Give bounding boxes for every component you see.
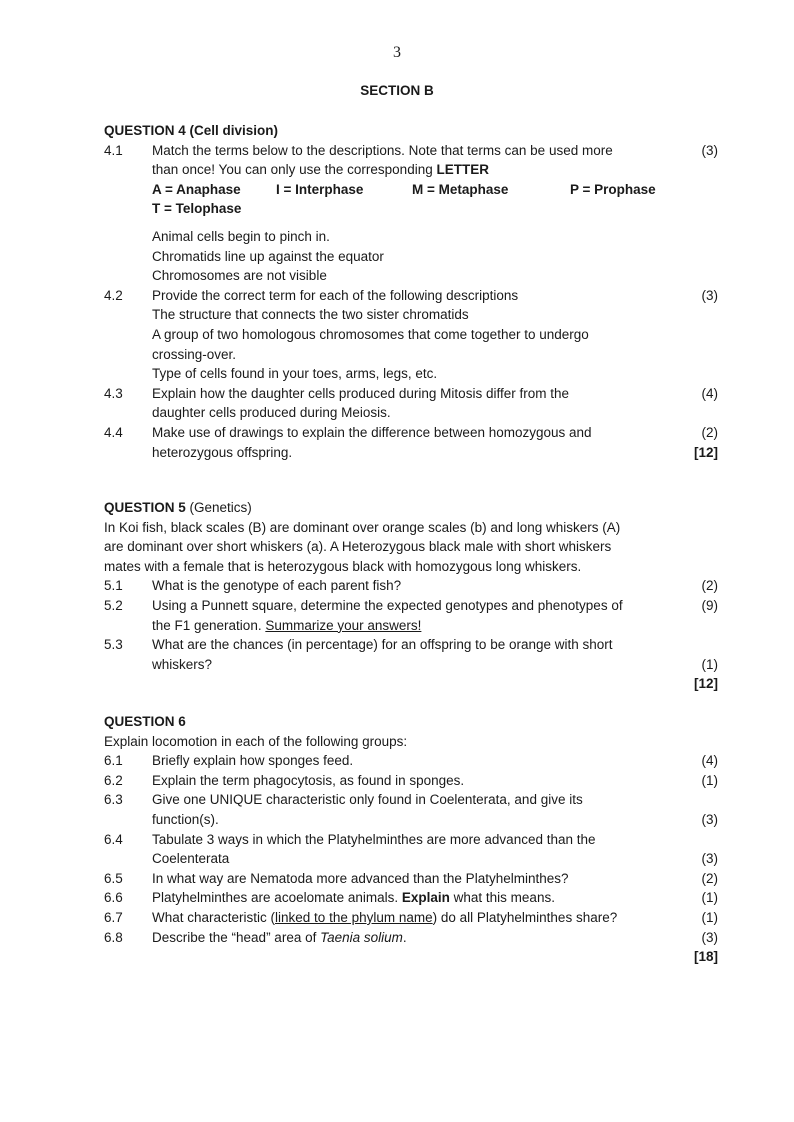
text-segment: Using a Punnett square, determine the expected genotypes and phenotypes of	[152, 597, 623, 613]
marks: (2)	[701, 578, 718, 594]
item-text	[152, 869, 660, 889]
term: I = Interphase	[276, 181, 364, 197]
item-text	[152, 849, 660, 869]
text-segment: Platyhelminthes are acoelomate animals.	[152, 890, 402, 906]
marks: (3)	[701, 811, 718, 827]
text-segment: what this means.	[449, 890, 555, 906]
marks: (3)	[701, 851, 718, 867]
page-number: 3	[393, 44, 401, 61]
question-4	[104, 121, 720, 462]
item-text	[152, 160, 660, 180]
item-number: 6.7	[104, 909, 123, 925]
text-segment: daughter cells produced during Meiosis.	[152, 405, 391, 421]
question-line	[104, 199, 720, 219]
question-item	[104, 576, 720, 596]
marks: (1)	[701, 772, 718, 788]
text-segment: QUESTION 4 (Cell division)	[104, 123, 279, 138]
text-segment: function(s).	[152, 811, 219, 827]
question-title	[104, 712, 720, 732]
item-text	[152, 227, 660, 247]
text-segment: Describe the “head” area of	[152, 929, 321, 945]
text-segment: .	[402, 929, 407, 945]
question-line	[104, 227, 720, 247]
text-segment: whiskers?	[152, 656, 213, 672]
marks: (3)	[701, 142, 718, 158]
marks: (1)	[701, 909, 718, 925]
marks: (2)	[701, 870, 718, 886]
item-text	[152, 247, 660, 267]
item-text	[152, 443, 660, 463]
text-segment: Explain	[401, 890, 450, 906]
text-segment: linked to the phylum name	[275, 909, 433, 925]
question-line	[104, 947, 720, 967]
question-line	[104, 616, 720, 636]
text-segment: A group of two homologous chromosomes that come together to undergo	[152, 326, 589, 342]
text-segment: LETTER	[436, 162, 489, 178]
text-segment: ) do all Platyhelminthes share?	[432, 909, 618, 925]
question-line	[104, 518, 720, 538]
text-segment: heterozygous offspring.	[152, 444, 293, 460]
item-text	[152, 810, 660, 830]
text-segment: Chromatids line up against the equator	[152, 248, 384, 264]
question-line	[104, 364, 720, 384]
question-item	[104, 888, 720, 908]
question-item	[104, 635, 720, 655]
text-segment: Animal cells begin to pinch in.	[152, 228, 330, 244]
question-line	[104, 849, 720, 869]
marks: (2)	[701, 424, 718, 440]
text-segment: Match the terms below to the descriptions. Note that terms can be used more	[152, 142, 613, 158]
text-segment: (Genetics)	[189, 500, 252, 515]
item-number: 6.8	[104, 929, 123, 945]
question-line	[104, 810, 720, 830]
item-text	[152, 199, 660, 219]
question-item	[104, 384, 720, 404]
text-segment: QUESTION 6	[104, 714, 186, 729]
text-segment: Provide the correct term for each of the following descriptions	[152, 287, 519, 303]
question-line	[104, 325, 720, 345]
text-segment: T = Telophase	[152, 201, 242, 217]
text-segment: Explain how the daughter cells produced during Mitosis differ from the	[152, 385, 569, 401]
question-line	[104, 732, 720, 752]
item-text	[152, 423, 660, 443]
item-text	[152, 616, 660, 636]
text-segment: What are the chances (in percentage) for an offspring to be orange with short	[152, 637, 613, 653]
text-segment: Summarize your answers!	[265, 617, 422, 633]
question-item	[104, 423, 720, 443]
question-line	[104, 247, 720, 267]
text-segment: are dominant over short whiskers (a). A Heterozygous black male with short whiskers	[104, 539, 612, 555]
item-number: 5.2	[104, 597, 123, 613]
question-line	[104, 266, 720, 286]
text-segment: Type of cells found in your toes, arms, legs, etc.	[152, 366, 438, 382]
question-line	[104, 674, 720, 694]
item-text	[152, 928, 660, 948]
question-line	[104, 305, 720, 325]
question-title	[104, 121, 720, 141]
item-text	[152, 908, 660, 928]
question-line	[104, 557, 720, 577]
item-number: 5.3	[104, 637, 123, 653]
item-number: 6.6	[104, 890, 123, 906]
question-item	[104, 596, 720, 616]
item-text	[152, 384, 660, 404]
item-text	[152, 325, 660, 345]
item-text	[152, 751, 660, 771]
marks: (4)	[701, 385, 718, 401]
question-line	[104, 443, 720, 463]
text-segment: QUESTION 5	[104, 500, 190, 515]
text-segment: than once! You can only use the corresponding	[152, 162, 437, 178]
item-text	[152, 655, 660, 675]
question-item	[104, 751, 720, 771]
question-line	[104, 403, 720, 423]
item-text	[152, 596, 660, 616]
item-text	[152, 286, 660, 306]
item-text	[152, 830, 660, 850]
question-line	[104, 180, 720, 200]
text-segment: Explain the term phagocytosis, as found in sponges.	[152, 772, 465, 788]
text-segment: crossing-over.	[152, 346, 237, 362]
item-text	[152, 266, 660, 286]
item-number: 4.2	[104, 287, 123, 303]
text-segment: The structure that connects the two sister chromatids	[152, 307, 469, 323]
item-number: 4.3	[104, 385, 123, 401]
marks: (1)	[701, 656, 718, 672]
text-segment: What characteristic (	[152, 909, 276, 925]
text-segment: In Koi fish, black scales (B) are dominant over orange scales (b) and long whiskers (A)	[104, 519, 621, 535]
item-number: 6.5	[104, 870, 123, 886]
item-text	[152, 888, 660, 908]
question-line	[104, 345, 720, 365]
question-6	[104, 712, 720, 967]
item-number: 4.1	[104, 142, 123, 158]
total-marks: [12]	[693, 444, 718, 460]
marks: (3)	[701, 929, 718, 945]
text-segment: the F1 generation.	[152, 617, 266, 633]
item-number: 4.4	[104, 424, 123, 440]
text-segment: Chromosomes are not visible	[152, 268, 327, 284]
text-segment: In what way are Nematoda more advanced than the Platyhelminthes?	[152, 870, 569, 886]
question-title	[104, 498, 720, 518]
text-segment: Make use of drawings to explain the difference between homozygous and	[152, 424, 592, 440]
term-list	[152, 180, 720, 200]
item-text	[152, 771, 660, 791]
question-line	[104, 160, 720, 180]
item-text	[152, 364, 660, 384]
text-segment: What is the genotype of each parent fish?	[152, 578, 402, 594]
item-text	[152, 345, 660, 365]
total-marks: [18]	[693, 949, 718, 965]
text-segment: Taenia solium	[320, 929, 403, 945]
question-line	[104, 537, 720, 557]
item-text	[104, 518, 660, 538]
term: A = Anaphase	[152, 181, 241, 197]
marks: (3)	[701, 287, 718, 303]
question-item	[104, 771, 720, 791]
question-item	[104, 790, 720, 810]
spacer	[104, 219, 720, 227]
item-text	[104, 557, 660, 577]
item-text	[152, 403, 660, 423]
text-segment: Give one UNIQUE characteristic only found in Coelenterata, and give its	[152, 792, 583, 808]
section-title: SECTION B	[360, 83, 434, 98]
item-number: 5.1	[104, 578, 123, 594]
item-number: 6.4	[104, 831, 123, 847]
text-segment: mates with a female that is heterozygous black with homozygous long whiskers.	[104, 558, 582, 574]
term: M = Metaphase	[412, 181, 509, 197]
item-text	[104, 732, 660, 752]
item-number: 6.1	[104, 753, 123, 769]
question-item	[104, 141, 720, 161]
item-text	[152, 141, 660, 161]
marks: (9)	[701, 597, 718, 613]
text-segment: Briefly explain how sponges feed.	[152, 753, 354, 769]
item-text	[152, 635, 660, 655]
item-text	[152, 790, 660, 810]
question-line	[104, 655, 720, 675]
item-number: 6.3	[104, 792, 123, 808]
marks: (1)	[701, 890, 718, 906]
text-segment: Coelenterata	[152, 851, 230, 867]
question-item	[104, 908, 720, 928]
text-segment: Tabulate 3 ways in which the Platyhelminthes are more advanced than the	[152, 831, 596, 847]
item-number: 6.2	[104, 772, 123, 788]
marks: (4)	[701, 753, 718, 769]
total-marks: [12]	[693, 676, 718, 692]
question-item	[104, 928, 720, 948]
item-text	[104, 537, 660, 557]
term: P = Prophase	[570, 181, 656, 197]
question-item	[104, 286, 720, 306]
item-text	[152, 305, 660, 325]
question-item	[104, 830, 720, 850]
text-segment: Explain locomotion in each of the following groups:	[104, 733, 408, 749]
question-item	[104, 869, 720, 889]
question-5	[104, 498, 720, 694]
item-text	[152, 576, 660, 596]
